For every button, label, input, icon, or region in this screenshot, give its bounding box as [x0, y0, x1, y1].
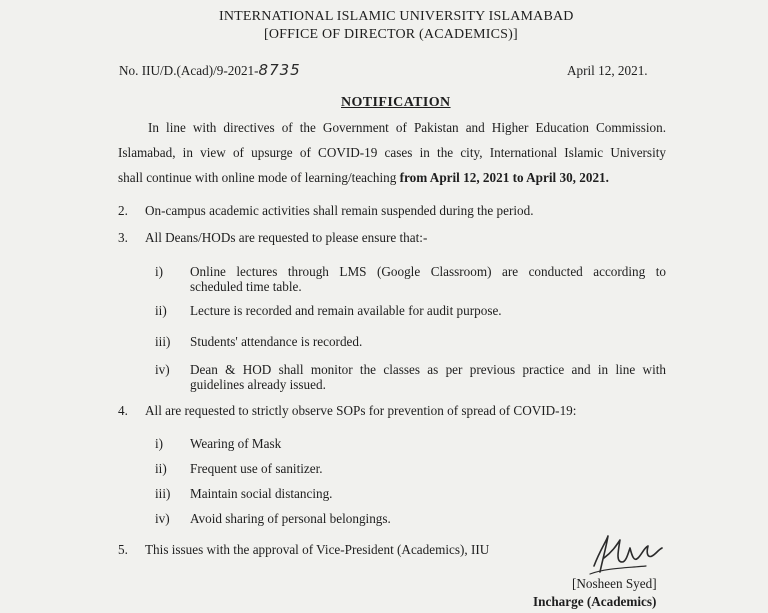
deans-item-i-line-2: scheduled time table. — [190, 279, 302, 294]
sop-item-iii-number: iii) — [155, 486, 171, 501]
point-5-text: This issues with the approval of Vice-President (Academics), IIU — [145, 542, 490, 557]
sop-item-ii-text: Frequent use of sanitizer. — [190, 461, 323, 476]
sop-item-iv-number: iv) — [155, 511, 170, 526]
reference-number — [119, 61, 301, 79]
reference-handwritten-number: 8735 — [258, 61, 301, 79]
deans-item-iii-text: Students' attendance is recorded. — [190, 334, 363, 349]
deans-item-i-line-1: Online lectures through LMS (Google Classroom) are conducted according to — [190, 264, 666, 279]
office-name: [OFFICE OF DIRECTOR (ACADEMICS)] — [264, 27, 518, 42]
signatory-designation: Incharge (Academics) — [533, 594, 657, 609]
point-3-number: 3. — [118, 230, 128, 245]
intro-date-range: from April 12, 2021 to April 30, 2021. — [399, 170, 609, 185]
signatory-name: [Nosheen Syed] — [572, 576, 657, 591]
sop-item-iii-text: Maintain social distancing. — [190, 486, 333, 501]
deans-item-iv-line-1: Dean & HOD shall monitor the classes as per previous practice and in line with — [190, 362, 666, 377]
deans-item-iv-line-2: guidelines already issued. — [190, 377, 326, 392]
deans-item-iii-number: iii) — [155, 334, 171, 349]
point-5-number: 5. — [118, 542, 128, 557]
notification-title: NOTIFICATION — [341, 95, 451, 110]
point-3-text: All Deans/HODs are requested to please ensure that:- — [145, 230, 428, 245]
sop-item-i-text: Wearing of Mask — [190, 436, 282, 451]
deans-item-i-number: i) — [155, 264, 164, 279]
intro-line-1: In line with directives of the Government of Pakistan and Higher Education Commission. — [148, 120, 666, 135]
sop-item-i-number: i) — [155, 436, 164, 451]
sop-item-ii-number: ii) — [155, 461, 167, 476]
notification-date: April 12, 2021. — [567, 63, 648, 78]
deans-item-ii-number: ii) — [155, 303, 167, 318]
university-name: INTERNATIONAL ISLAMIC UNIVERSITY ISLAMABAD — [219, 9, 574, 24]
point-2-number: 2. — [118, 203, 128, 218]
handwritten-signature — [586, 528, 666, 580]
deans-item-ii-text: Lecture is recorded and remain available for audit purpose. — [190, 303, 502, 318]
intro-line-2: Islamabad, in view of upsurge of COVID-19 cases in the city, International Islamic University — [118, 145, 666, 160]
intro-line-3 — [118, 170, 609, 186]
point-4-text: All are requested to strictly observe SOPs for prevention of spread of COVID-19: — [145, 403, 577, 418]
intro-line-3-text: shall continue with online mode of learning/teaching — [118, 170, 400, 185]
reference-prefix: No. IIU/D.(Acad)/9-2021- — [119, 63, 259, 78]
point-4-number: 4. — [118, 403, 128, 418]
deans-item-iv-number: iv) — [155, 362, 170, 377]
point-2-text: On-campus academic activities shall remain suspended during the period. — [145, 203, 534, 218]
sop-item-iv-text: Avoid sharing of personal belongings. — [190, 511, 391, 526]
